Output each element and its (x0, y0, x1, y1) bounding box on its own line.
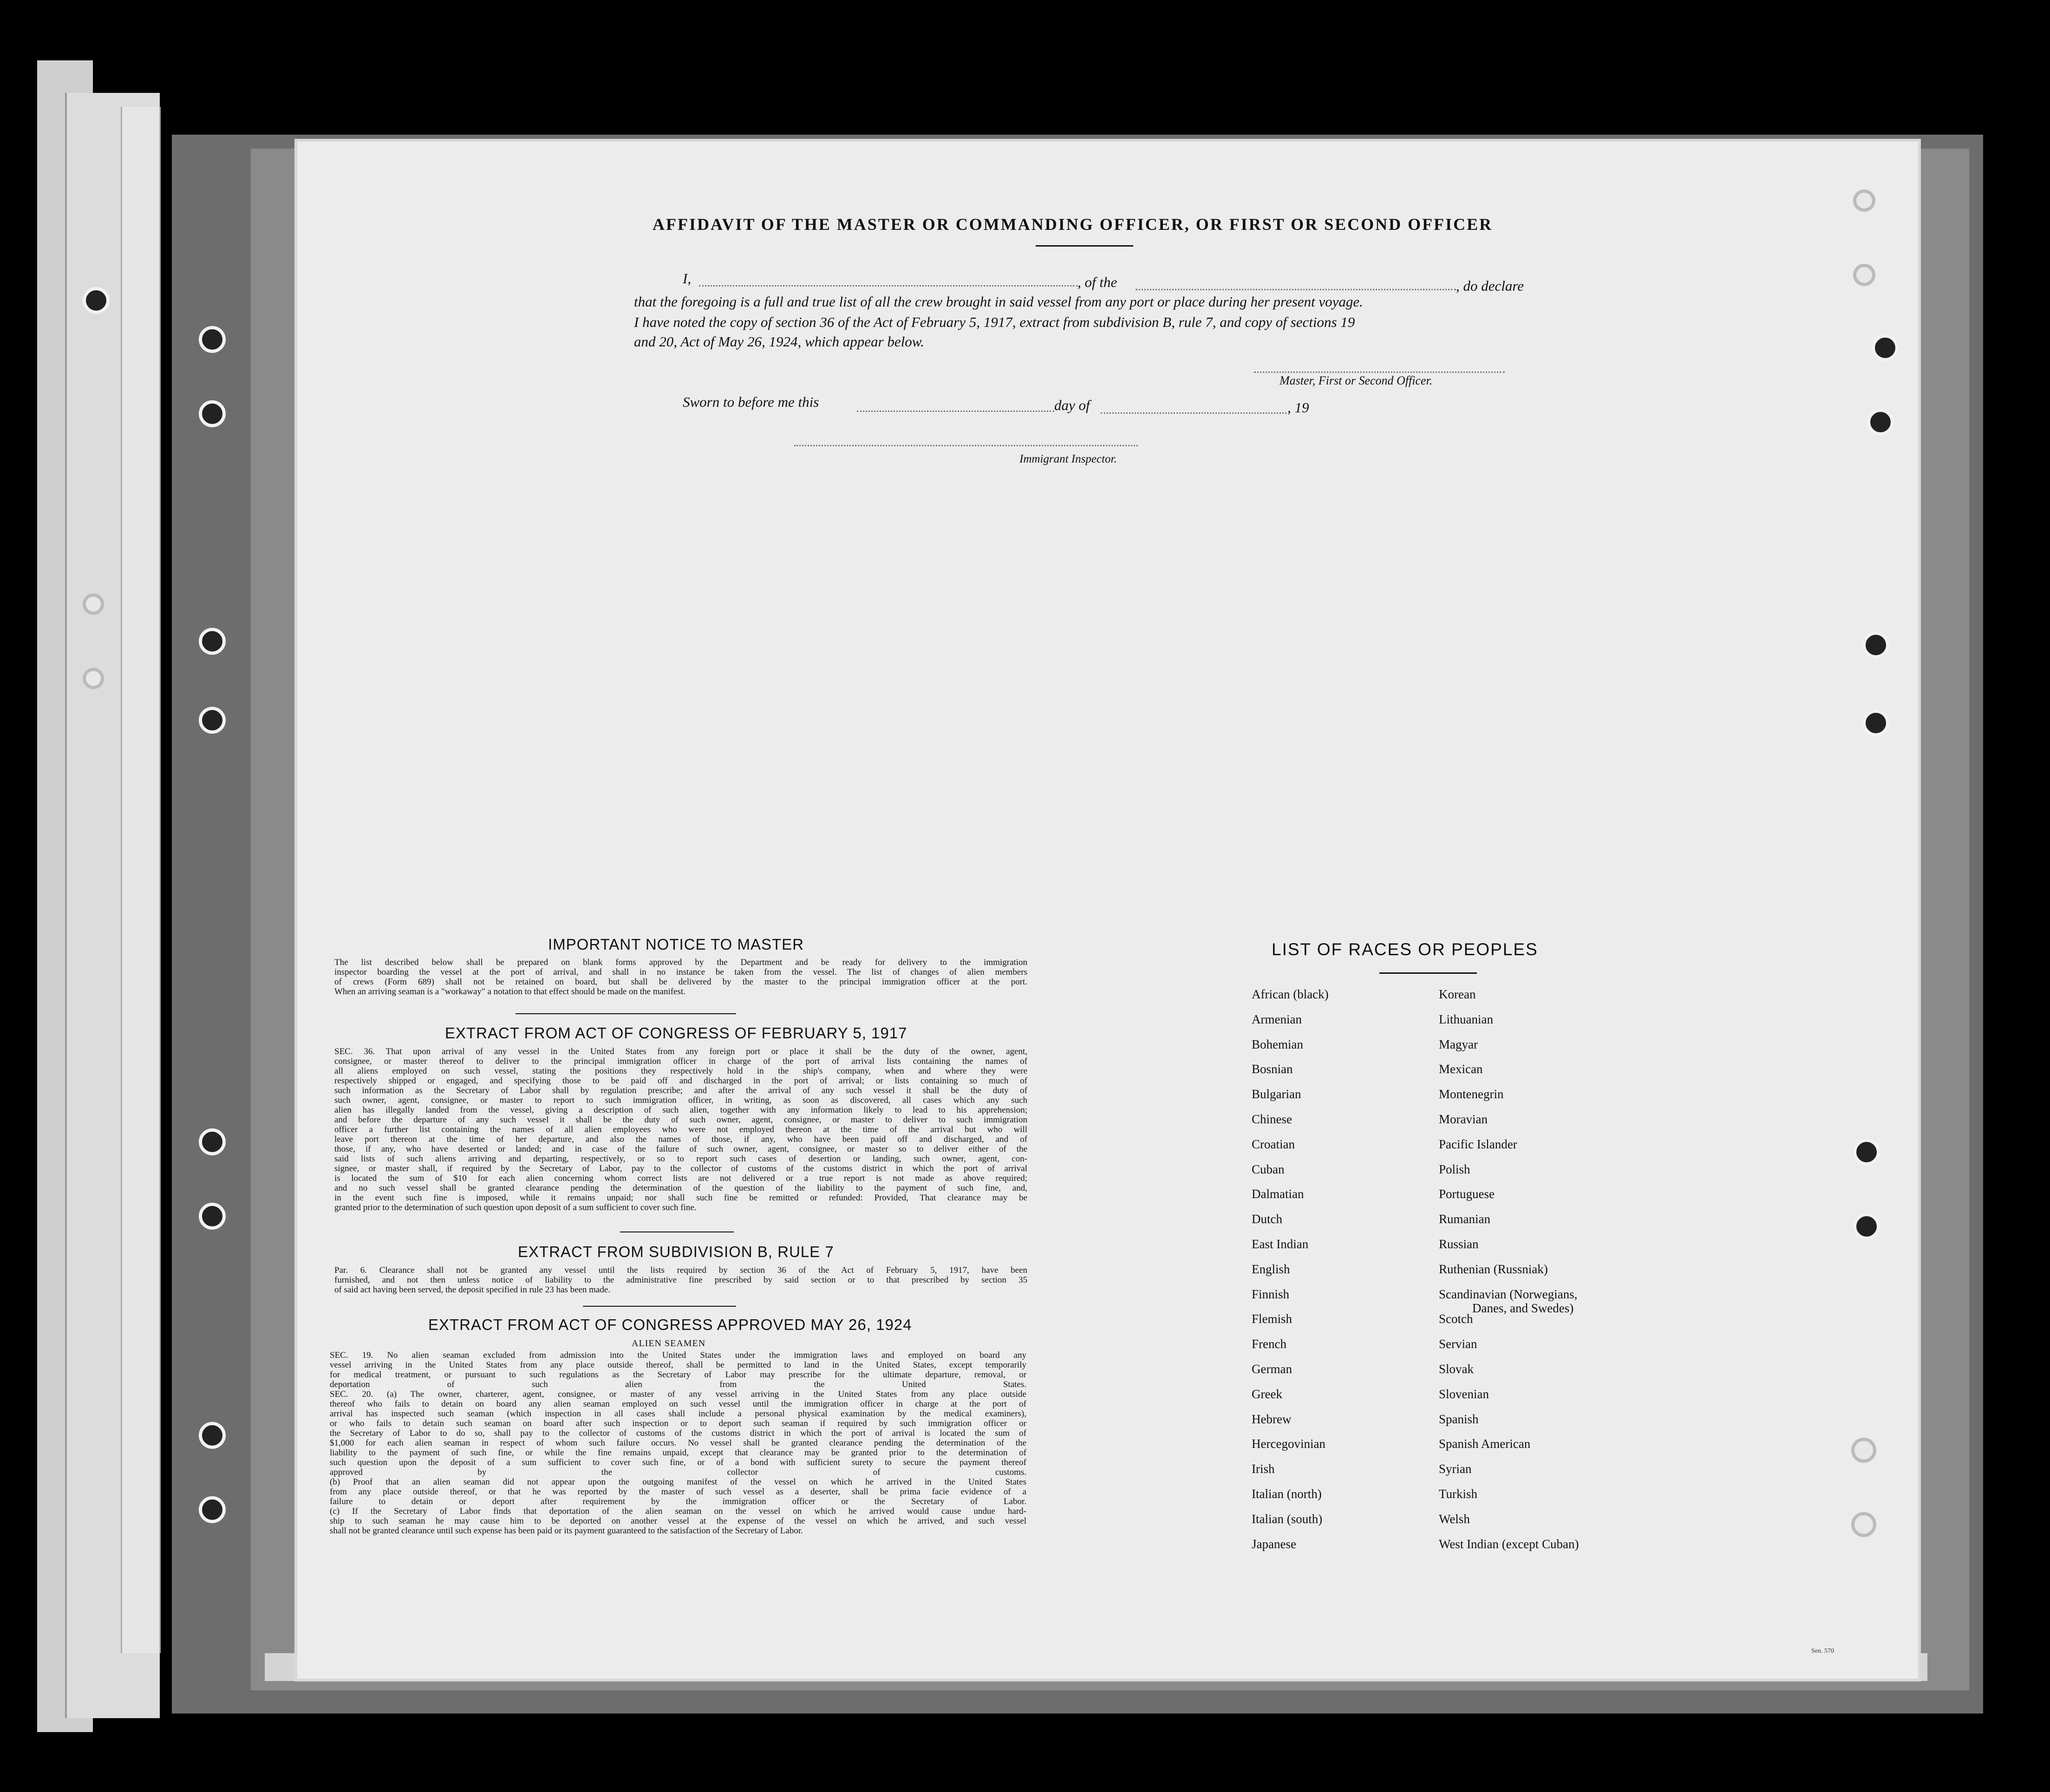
race-item: Servian (1439, 1337, 1477, 1351)
binder-hole (1853, 264, 1875, 286)
section-rule (583, 1306, 736, 1307)
race-item: Russian (1439, 1237, 1479, 1251)
text-line: liability to the payment of such fine, or while the fine remains unpaid, except that clearance may be granted prior to the determination of (330, 1448, 1026, 1458)
text-line: is located the sum of $10 for each alien concerning whom correct lists are not delivered or a true report is not made as above required; (334, 1173, 1027, 1183)
text-line: When an arriving seaman is a "workaway" a notation to that effect should be made on the manifest. (334, 987, 686, 997)
binder-hole (83, 668, 104, 689)
binder-hole (1872, 334, 1899, 361)
race-item: East Indian (1252, 1237, 1309, 1251)
race-item: Dutch (1252, 1212, 1282, 1226)
text-line: signee, or master shall, if required by the Secretary of Labor, pay to the collector of customs of the customs district in which the port of arrival (334, 1164, 1027, 1173)
binder-hole (199, 1422, 226, 1449)
inspector-signature-line (794, 445, 1138, 446)
race-item: Scotch (1439, 1312, 1473, 1326)
binder-hole (1851, 1438, 1876, 1463)
race-item: Lithuanian (1439, 1012, 1493, 1026)
text-line: vessel arriving in the United States from any place outside thereof, shall be permitted to land in the United States, except temporarily (330, 1360, 1026, 1370)
text-line: SEC. 19. No alien seaman excluded from admission into the United States under the immigration laws and employed on board any (330, 1350, 1026, 1360)
text-line: of crews (Form 689) shall not be retained on board, but shall be delivered by the master to the principal immigration officer at the port. (334, 977, 1027, 987)
race-item: English (1252, 1262, 1290, 1276)
affidavit-do-declare: , do declare (1456, 278, 1524, 294)
race-item: Hebrew (1252, 1412, 1292, 1426)
affidavit-i: I, (683, 270, 692, 287)
extract-1924-subtitle: ALIEN SEAMEN (632, 1338, 706, 1349)
text-line: granted prior to the determination of such question upon deposit of a sum sufficient to cover such fine. (334, 1203, 697, 1212)
affidavit-line4: and 20, Act of May 26, 1924, which appear below. (634, 333, 924, 350)
binder-hole (83, 593, 104, 615)
race-item: Rumanian (1439, 1212, 1490, 1226)
race-item: Flemish (1252, 1312, 1293, 1326)
race-item: Greek (1252, 1387, 1282, 1401)
race-item: Spanish American (1439, 1437, 1531, 1451)
race-item: French (1252, 1337, 1286, 1351)
race-item: Portuguese (1439, 1187, 1495, 1201)
year-label: , 19 (1287, 399, 1309, 416)
text-line: alien has illegally landed from the vessel, giving a description of such alien, together with any information likely to lead to his apprehension; (334, 1105, 1027, 1115)
race-item: Japanese (1252, 1537, 1296, 1551)
text-line: thereof who fails to detain on board any alien seaman employed on such vessel until the immigration officer in charge at the port of (330, 1399, 1026, 1409)
race-item: Dalmatian (1252, 1187, 1304, 1201)
race-item: Mexican (1439, 1062, 1483, 1076)
sworn-label: Sworn to before me this (683, 394, 819, 410)
race-item: Chinese (1252, 1112, 1292, 1126)
binder-hole (1862, 632, 1889, 658)
race-item-continuation: Danes, and Swedes) (1472, 1301, 1574, 1315)
race-item: Pacific Islander (1439, 1137, 1517, 1151)
binder-hole (83, 287, 110, 314)
text-line: furnished, and not then unless notice of liability to the administrative fine prescribed by said section or to that prescribed by section 35 (334, 1275, 1027, 1285)
text-line: said lists of such aliens arriving and departing, respectively, or so to report such cases of desertion or landing, such owner, agent, con- (334, 1154, 1027, 1164)
text-line: all aliens employed on such vessel, stating the positions they respectively hold in the ship's company, when and where they were (334, 1066, 1027, 1076)
races-title-rule (1379, 972, 1477, 974)
race-item: Scandinavian (Norwegians, (1439, 1287, 1578, 1301)
race-item: Spanish (1439, 1412, 1479, 1426)
race-item: Italian (north) (1252, 1487, 1322, 1501)
text-line: inspector boarding the vessel at the port of arrival, and shall in no instance be taken from the vessel. The list of changes of alien members (334, 967, 1027, 977)
text-line: leave port thereon at the time of her departure, and also the names of those, if any, who have been paid off and discharged, and of (334, 1134, 1027, 1144)
text-line: in the event such fine is imposed, while it remains unpaid; nor shall such fine be remitted or refunded: Provided, That clearance may be (334, 1193, 1027, 1203)
sworn-day-blank (857, 411, 1054, 412)
races-title: LIST OF RACES OR PEOPLES (1272, 940, 1538, 959)
binder-hole (199, 628, 226, 655)
race-item: Irish (1252, 1462, 1275, 1476)
text-line: and before the departure of any such vessel it shall be the duty of such owner, agent, consignee, or master to deliver to such immigration (334, 1115, 1027, 1125)
binder-hole (1853, 1139, 1880, 1166)
text-line: SEC. 36. That upon arrival of any vessel in the United States from any foreign port or place it shall be the duty of the owner, agent, (334, 1047, 1027, 1056)
race-item: Cuban (1252, 1162, 1285, 1176)
text-line: failure to detain or deport after requirement by the immigration officer or the Secretary of Labor. (330, 1497, 1026, 1506)
text-line: or who fails to detain such seaman on board after such inspection or to deport such seaman if required by such immigration officer or (330, 1419, 1026, 1428)
master-label: Master, First or Second Officer. (1280, 374, 1433, 387)
affidavit-of-the: , of the (1077, 274, 1117, 290)
race-item: Ruthenian (Russniak) (1439, 1262, 1548, 1276)
race-item: Moravian (1439, 1112, 1488, 1126)
race-item: Polish (1439, 1162, 1470, 1176)
text-line: and no such vessel shall be granted clearance pending the determination of the question of the liability to the payment of such fine, and, (334, 1183, 1027, 1193)
text-line: such question upon the deposit of a sum sufficient to cover such fine, or of a bond with sufficient surety to secure the payment thereof (330, 1458, 1026, 1467)
affidavit-title: AFFIDAVIT OF THE MASTER OR COMMANDING OFFICER, OR FIRST OR SECOND OFFICER (653, 215, 1493, 234)
race-item: Korean (1439, 987, 1476, 1001)
notice-title: IMPORTANT NOTICE TO MASTER (548, 936, 804, 953)
section-rule (516, 1013, 736, 1014)
race-item: German (1252, 1362, 1292, 1376)
affidavit-line3: I have noted the copy of section 36 of the Act of February 5, 1917, extract from subdivision B, rule 7, and copy of sections 19 (634, 314, 1355, 330)
text-line: of said act having been served, the deposit specified in rule 23 has been made. (334, 1285, 611, 1295)
text-line: from any place outside thereof, or that he was reported by the master of such vessel as a deserter, shall be prima facie evidence of a (330, 1487, 1026, 1497)
vessel-blank (1136, 289, 1456, 290)
race-item: West Indian (except Cuban) (1439, 1537, 1579, 1551)
binder-hole (199, 326, 226, 353)
text-line: $1,000 for each alien seaman in respect of whom such failure occurs. No vessel shall be granted clearance pending the determination of the (330, 1438, 1026, 1448)
text-line: deportation of such alien from the United States. (330, 1380, 1026, 1389)
text-line: such owner, agent, consignee, or master to report to such immigration officer, in writing, as soon as discovered, all cases which any such (334, 1095, 1027, 1105)
text-line: The list described below shall be prepared on blank forms approved by the Department and be ready for delivery to the immigration (334, 958, 1027, 967)
binder-hole (199, 1128, 226, 1155)
binder-hole (1867, 409, 1894, 436)
race-item: Slovak (1439, 1362, 1474, 1376)
race-item: Italian (south) (1252, 1512, 1323, 1526)
text-line: officer a further list containing the names of all alien employees who were not employed thereon at the time of the arrival but who will (334, 1125, 1027, 1134)
notice-body (334, 958, 1027, 997)
text-line: the Secretary of Labor to do so, shall pay to the collector of customs of the customs district in which the port of arrival is located the sum of (330, 1428, 1026, 1438)
binder-hole (1853, 189, 1875, 212)
binder-hole (199, 1203, 226, 1230)
race-item: Syrian (1439, 1462, 1472, 1476)
binder-page-stack-inner (121, 107, 161, 1653)
text-line: approved by the collector of customs. (330, 1467, 1026, 1477)
binder-hole (1862, 710, 1889, 736)
race-item: Armenian (1252, 1012, 1302, 1026)
form-number: Sen. 570 (1811, 1648, 1834, 1655)
binder-hole (199, 1496, 226, 1523)
affidavit-line2: that the foregoing is a full and true list of all the crew brought in said vessel from any port or place during her present voyage. (634, 293, 1363, 310)
race-item: Magyar (1439, 1037, 1478, 1051)
extract-1917-title: EXTRACT FROM ACT OF CONGRESS OF FEBRUARY 5, 1917 (445, 1024, 907, 1042)
race-item: Bohemian (1252, 1037, 1303, 1051)
binder-hole (199, 400, 226, 427)
text-line: shall not be granted clearance until such expense has been paid or its payment guaranteed to the satisfaction of the Secretary of Labor. (330, 1526, 803, 1536)
day-of-label: day of (1054, 397, 1090, 413)
race-item: Slovenian (1439, 1387, 1489, 1401)
binder-hole (1853, 1213, 1880, 1240)
month-blank (1101, 412, 1286, 414)
text-line: (c) If the Secretary of Labor finds that deportation of the alien seaman on the vessel on which he arrived would cause undue hard- (330, 1506, 1026, 1516)
extract-1917-body (334, 1047, 1027, 1212)
text-line: respectively shipped or engaged, and specifying those to be paid off and discharged in the port of arrival; or lists containing so much of (334, 1076, 1027, 1086)
race-item: African (black) (1252, 987, 1329, 1001)
text-line: arrival has inspected such seaman (which inspection in all cases shall include a personal physical examination by the medical examiners), (330, 1409, 1026, 1419)
race-item: Croatian (1252, 1137, 1295, 1151)
inspector-label: Immigrant Inspector. (1019, 453, 1117, 465)
race-item: Hercegovinian (1252, 1437, 1325, 1451)
race-item: Bulgarian (1252, 1087, 1301, 1101)
race-item: Turkish (1439, 1487, 1478, 1501)
extract-1924-title: EXTRACT FROM ACT OF CONGRESS APPROVED MAY 26, 1924 (428, 1316, 912, 1333)
extract-rule7-title: EXTRACT FROM SUBDIVISION B, RULE 7 (518, 1243, 834, 1260)
extract-1924-body (330, 1350, 1026, 1536)
text-line: (b) Proof that an alien seaman did not appear upon the outgoing manifest of the vessel on which he arrived in the United States (330, 1477, 1026, 1487)
name-blank (699, 285, 1077, 287)
text-line: those, if any, who have deserted or landed; and in case of the failure of such owner, agent, consignee, or master so to deliver either of the (334, 1144, 1027, 1154)
master-signature-line (1254, 371, 1505, 373)
text-line: Par. 6. Clearance shall not be granted any vessel until the lists required by section 36 of the Act of February 5, 1917, have been (334, 1265, 1027, 1275)
race-item: Finnish (1252, 1287, 1290, 1301)
text-line: SEC. 20. (a) The owner, charterer, agent, consignee, or master of any vessel arriving in the United States from any place outside (330, 1389, 1026, 1399)
text-line: for medical treatment, or pursuant to such regulations as the Secretary of Labor may prescribe for the ultimate departure, removal, or (330, 1370, 1026, 1380)
binder-hole (199, 707, 226, 734)
extract-rule7-body (334, 1265, 1027, 1295)
title-rule (1036, 245, 1133, 247)
text-line: consignee, or master thereof to deliver to the principal immigration officer in charge of the port of arrival lists containing the names of (334, 1056, 1027, 1066)
text-line: ship to such seaman he may cause him to be deported on another vessel at the expense of the vessel on which he arrived, and such vessel (330, 1516, 1026, 1526)
race-item: Montenegrin (1439, 1087, 1504, 1101)
race-item: Welsh (1439, 1512, 1470, 1526)
binder-hole (1851, 1512, 1876, 1537)
race-item: Bosnian (1252, 1062, 1293, 1076)
text-line: such information as the Secretary of Labor shall by regulation prescribe; and after the arrival of any such vessel it shall be the duty of (334, 1086, 1027, 1095)
